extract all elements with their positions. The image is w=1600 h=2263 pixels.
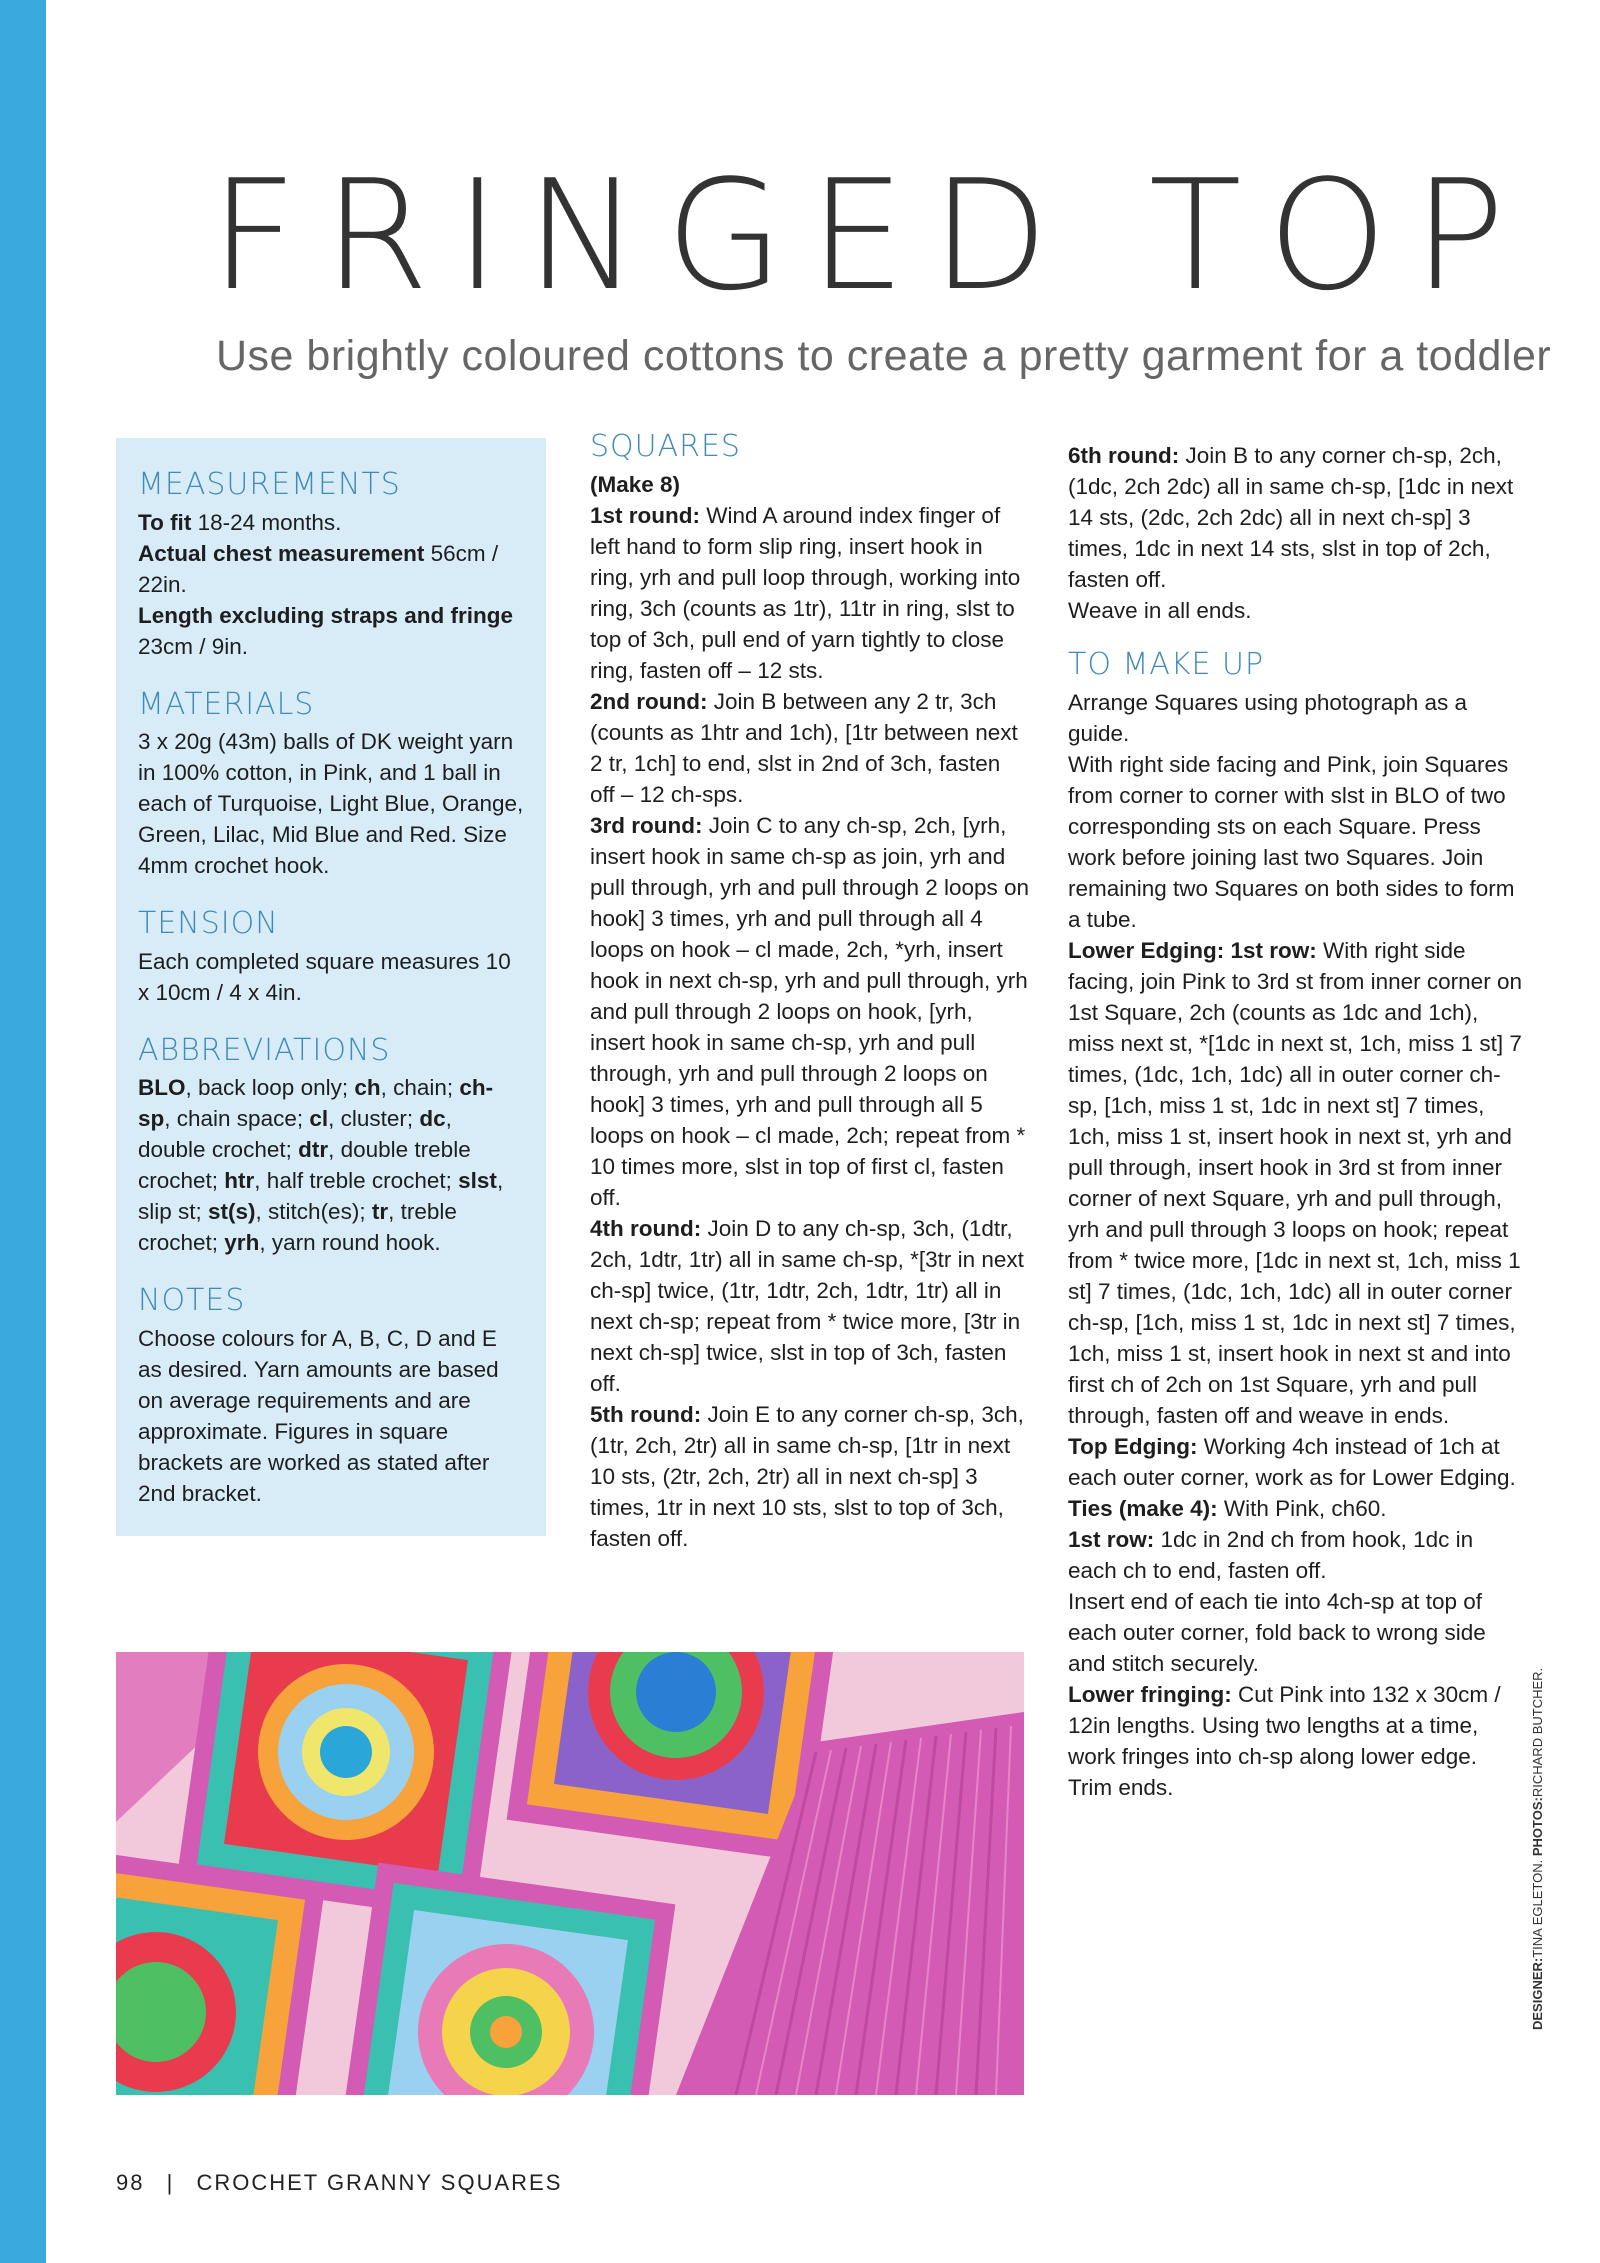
abbreviations-text <box>138 1072 524 1258</box>
abbreviations-heading: ABBREVIATIONS <box>138 1032 391 1068</box>
notes-heading: NOTES <box>138 1283 246 1318</box>
make-up-heading: TO MAKE UP <box>1068 647 1265 682</box>
round-3 <box>590 810 1030 1213</box>
abbr-term: tr <box>371 1199 389 1224</box>
crochet-top-illustration <box>116 1652 1024 2095</box>
abbr-term: yrh <box>224 1230 260 1255</box>
lower-fringing-label: Lower fringing: <box>1068 1681 1232 1707</box>
round-text: Join E to any corner ch-sp, 3ch, (1tr, 2ch, 2tr) all in same ch-sp, [1tr in next 10 sts, (2tr, 2ch, 2tr) all in next ch-sp] 3 times, 1tr in next 10 sts, slst to top of 3ch, fasten off. <box>590 1401 1024 1551</box>
round-text: Join D to any ch-sp, 3ch, (1dtr, 2ch, 1dtr, 1tr) all in same ch-sp, *[3tr in next ch-sp] twice, (1tr, 1dtr, 2ch, 1dtr, 1tr) all in next ch-sp; repeat from * twice more, [3tr in next ch-sp] twice, slst in top of 3ch, fasten off. <box>590 1215 1024 1396</box>
make-count-label: (Make 8) <box>590 471 681 497</box>
length-value: 23cm / 9in. <box>138 633 249 659</box>
abbr-term: ch-sp <box>138 1075 494 1131</box>
photos-label: PHOTOS: <box>1530 1797 1545 1860</box>
abbr-term: st(s) <box>208 1199 256 1224</box>
round-label: 6th round: <box>1068 443 1180 468</box>
insert-ties: Insert end of each tie into 4ch-sp at top of each outer corner, fold back to wrong side and stitch securely. <box>1068 1588 1486 1676</box>
measurements-heading: MEASUREMENTS <box>138 467 401 502</box>
abbr-term: BLO <box>138 1075 186 1100</box>
round-2 <box>590 686 1030 810</box>
round-6 <box>1068 440 1523 595</box>
round-label: 3rd round: <box>590 812 703 838</box>
abbr-def: , chain; <box>380 1075 460 1100</box>
abbr-term: htr <box>224 1168 255 1193</box>
photographer-name: RICHARD BUTCHER. <box>1530 1667 1545 1798</box>
round-text: Join C to any ch-sp, 2ch, [yrh, insert hook in same ch-sp as join, yrh and pull through, yrh and pull through 2 loops on hook] 3 times, yrh and pull through all 4 loops on hook – cl made, 2ch, *yrh, insert hook in next ch-sp, yrh and pull through, yrh and pull through 2 loops on hook, [yrh, insert hook in same ch-sp, yrh and pull through, yrh and pull through 2 loops on hook] 3 times, yrh and pull through all 5 loops on hook – cl made, 2ch; repeat from * 10 times more, slst in top of first cl, fasten off. <box>590 812 1030 1210</box>
crochet-top-photo <box>116 1652 1024 2095</box>
abbr-def: , slip st; <box>138 1168 504 1224</box>
length-line <box>138 600 524 662</box>
lower-edging-label: Lower Edging: 1st row: <box>1068 937 1317 963</box>
top-edging-text: Working 4ch instead of 1ch at each outer corner, work as for Lower Edging. <box>1068 1433 1516 1490</box>
make-count <box>590 469 1030 500</box>
abbr-def: , chain space; <box>164 1106 310 1131</box>
round-5 <box>590 1399 1030 1554</box>
abbr-def: , double crochet; <box>138 1106 452 1162</box>
ties-label: Ties (make 4): <box>1068 1495 1218 1521</box>
page-number: 98 <box>116 2170 145 2195</box>
materials-text: 3 x 20g (43m) balls of DK weight yarn in 100% cotton, in Pink, and 1 ball in each of Turquoise, Light Blue, Orange, Green, Lilac, Mid Blue and Red. Size 4mm crochet hook. <box>138 729 524 878</box>
round-4 <box>590 1213 1030 1399</box>
length-label: Length excluding straps and fringe <box>138 602 514 628</box>
abbr-def: , back loop only; <box>185 1075 355 1100</box>
make-up-join: With right side facing and Pink, join Squares from corner to corner with slst in BLO of two corresponding sts on each Square. Press work before joining last two Squares. Join remaining two Squares on both sides to form a tube. <box>1068 751 1515 932</box>
ties-text: With Pink, ch60. <box>1217 1495 1387 1521</box>
ties-row-label: 1st row: <box>1068 1526 1155 1552</box>
abbr-term: cl <box>309 1106 329 1131</box>
photo-credit <box>1526 1667 1550 2030</box>
weave-note: Weave in all ends. <box>1068 598 1252 623</box>
chest-line <box>138 538 524 600</box>
round-1 <box>590 500 1030 686</box>
notes-text: Choose colours for A, B, C, D and E as desired. Yarn amounts are based on average requirements and are approximate. Figures in square brackets are worked as stated after 2nd bracket. <box>138 1325 499 1506</box>
materials-heading: MATERIALS <box>138 686 315 722</box>
abbr-def: , treble crochet; <box>138 1199 457 1255</box>
page-title: FRINGED TOP <box>210 147 1531 324</box>
top-edging-label: Top Edging: <box>1068 1433 1198 1459</box>
abbr-def: , yarn round hook. <box>259 1230 441 1255</box>
page-footer <box>116 2170 562 2196</box>
round-label: 2nd round: <box>590 688 708 714</box>
ties-row-1 <box>1068 1524 1523 1586</box>
squares-heading: SQUARES <box>590 429 741 464</box>
abbr-def: , half treble crochet; <box>254 1168 459 1193</box>
lower-edging <box>1068 935 1523 1431</box>
abbr-term: ch <box>354 1075 381 1100</box>
round-label: 4th round: <box>590 1215 702 1241</box>
fit-value: 18-24 months. <box>191 509 342 535</box>
section-name: CROCHET GRANNY SQUARES <box>196 2170 563 2195</box>
lower-fringing <box>1068 1679 1523 1803</box>
make-up-column <box>1068 440 1523 1803</box>
abbr-def: , stitch(es); <box>255 1199 372 1224</box>
side-accent-bar <box>0 0 46 2263</box>
abbr-term: dc <box>419 1106 446 1131</box>
ties-row-text: 1dc in 2nd ch from hook, 1dc in each ch to end, fasten off. <box>1068 1526 1474 1583</box>
make-up-intro: Arrange Squares using photograph as a guide. <box>1068 689 1468 746</box>
designer-label: DESIGNER: <box>1530 1957 1545 2030</box>
lower-fringing-text: Cut Pink into 132 x 30cm / 12in lengths. Using two lengths at a time, work fringes into ch-sp along lower edge. Trim ends. <box>1068 1681 1501 1800</box>
round-label: 1st round: <box>590 502 700 528</box>
fit-line <box>138 507 524 538</box>
chest-label: Actual chest measurement <box>138 540 425 566</box>
round-text: Join B to any corner ch-sp, 2ch, (1dc, 2ch 2dc) all in same ch-sp, [1dc in next 14 sts, (2dc, 2ch 2dc) all in next ch-sp] 3 times, 1dc in next 14 sts, slst in top of 2ch, fasten off. <box>1068 443 1514 592</box>
footer-separator: | <box>166 2170 175 2195</box>
ties <box>1068 1493 1523 1524</box>
tension-text: Each completed square measures 10 x 10cm / 4 x 4in. <box>138 948 511 1005</box>
abbr-def: , double treble crochet; <box>138 1137 471 1193</box>
round-label: 5th round: <box>590 1401 702 1427</box>
round-text: Join B between any 2 tr, 3ch (counts as 1htr and 1ch), [1tr between next 2 tr, 1ch] to end, slst in 2nd of 3ch, fasten off – 12 ch-sps. <box>590 688 1018 807</box>
squares-column <box>590 430 1030 1554</box>
abbr-term: dtr <box>298 1137 329 1162</box>
page-subtitle: Use brightly coloured cottons to create a pretty garment for a toddler <box>216 332 1552 380</box>
lower-edging-text: With right side facing, join Pink to 3rd st from inner corner on 1st Square, 2ch (counts as 1dc and 1ch), miss next st, *[1dc in next st, 1ch, miss 1 st] 7 times, (1dc, 1ch, 1dc) all in outer corner ch-sp, [1ch, miss 1 st, 1dc in next st] 7 times, 1ch, miss 1 st, insert hook in next st, yrh and pull through, insert hook in 3rd st from inner corner of next Square, yrh and pull through, yrh and pull through 3 loops on hook; repeat from * twice more, [1dc in next st, 1ch, miss 1 st] 7 times, (1dc, 1ch, 1dc) all in outer corner ch-sp, [1ch, miss 1 st, 1dc in next st] 7 times, 1ch, miss 1 st, insert hook in next st and into first ch of 2ch on 1st Square, yrh and pull through, fasten off and weave in ends. <box>1068 937 1522 1428</box>
round-text: Wind A around index finger of left hand to form slip ring, insert hook in ring, yrh and pull loop through, working into ring, 3ch (counts as 1tr), 11tr in ring, slst to top of 3ch, pull end of yarn tightly to close ring, fasten off – 12 sts. <box>590 502 1021 683</box>
tension-heading: TENSION <box>138 906 279 941</box>
chest-value: 56cm / 22in. <box>138 540 499 597</box>
info-box <box>116 438 546 1536</box>
fit-label: To fit <box>138 509 192 535</box>
designer-name: TINA EGLETON. <box>1530 1859 1545 1958</box>
abbr-term: slst <box>458 1168 497 1193</box>
top-edging <box>1068 1431 1523 1493</box>
abbr-def: , cluster; <box>328 1106 420 1131</box>
